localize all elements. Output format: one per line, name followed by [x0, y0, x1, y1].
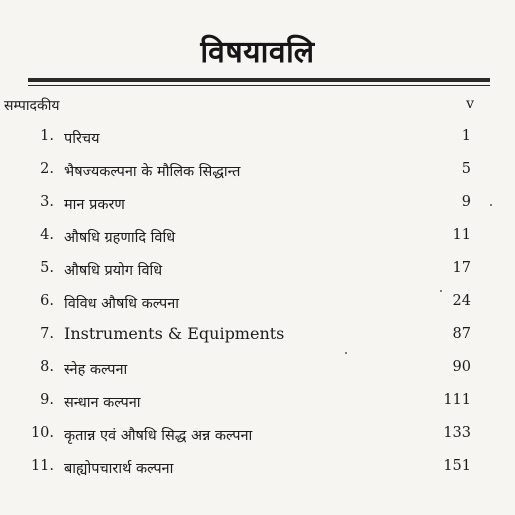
entry-page-number: 1 [461, 128, 471, 144]
entry-title: बाह्योपचारार्थ कल्पना [64, 461, 174, 477]
entry-number: 6. [40, 293, 54, 309]
entry-number: 9. [40, 392, 54, 408]
entry-number: 1. [40, 128, 54, 144]
paper-speck [440, 290, 442, 292]
entry-page-number: 5 [461, 161, 471, 177]
entry-title: परिचय [64, 131, 100, 147]
entry-page-number: 90 [452, 359, 471, 375]
entry-title: स्नेह कल्पना [64, 362, 128, 378]
toc-entry[interactable] [0, 458, 515, 482]
toc-entry[interactable] [0, 128, 515, 152]
entry-title: भैषज्यकल्पना के मौलिक सिद्धान्त [64, 164, 241, 180]
toc-entry[interactable] [0, 227, 515, 251]
title-rule-thick [28, 78, 490, 82]
entry-number: 3. [40, 194, 54, 210]
entry-number: 2. [40, 161, 54, 177]
entry-page-number: 133 [443, 425, 471, 441]
entry-page-number: 17 [452, 260, 471, 276]
toc-entry[interactable] [0, 161, 515, 185]
paper-speck [345, 352, 347, 354]
preface-label: सम्पादकीय [4, 98, 60, 114]
entry-page-number: 151 [443, 458, 471, 474]
paper-speck [490, 204, 492, 206]
title-rule-thin [28, 85, 490, 86]
entry-title: औषधि प्रयोग विधि [64, 263, 163, 279]
toc-entry[interactable] [0, 293, 515, 317]
entry-page-number: 24 [452, 293, 471, 309]
entry-page-number: 11 [452, 227, 471, 243]
entry-number: 4. [40, 227, 54, 243]
entry-number: 11. [30, 458, 54, 474]
entry-number: 7. [40, 326, 54, 342]
toc-entry[interactable] [0, 359, 515, 383]
entry-title: मान प्रकरण [64, 197, 125, 213]
entry-page-number: 111 [443, 392, 471, 408]
preface-page-number: v [466, 96, 474, 112]
entry-page-number: 9 [461, 194, 471, 210]
entry-number: 8. [40, 359, 54, 375]
entry-title: सन्धान कल्पना [64, 395, 141, 411]
page-title: विषयावलि [200, 35, 315, 70]
toc-entry[interactable] [0, 392, 515, 416]
entry-number: 10. [30, 425, 54, 441]
toc-entry[interactable] [0, 260, 515, 284]
toc-entry[interactable] [0, 425, 515, 449]
entry-title: Instruments & Equipments [64, 324, 285, 343]
entry-title: औषधि ग्रहणादि विधि [64, 230, 176, 246]
entry-page-number: 87 [452, 326, 471, 342]
entry-title: कृतान्न एवं औषधि सिद्ध अन्न कल्पना [64, 428, 253, 444]
toc-entry[interactable] [0, 326, 515, 350]
toc-entry[interactable] [0, 194, 515, 218]
preface-row[interactable] [4, 96, 474, 118]
entry-title: विविध औषधि कल्पना [64, 296, 180, 312]
entry-number: 5. [40, 260, 54, 276]
